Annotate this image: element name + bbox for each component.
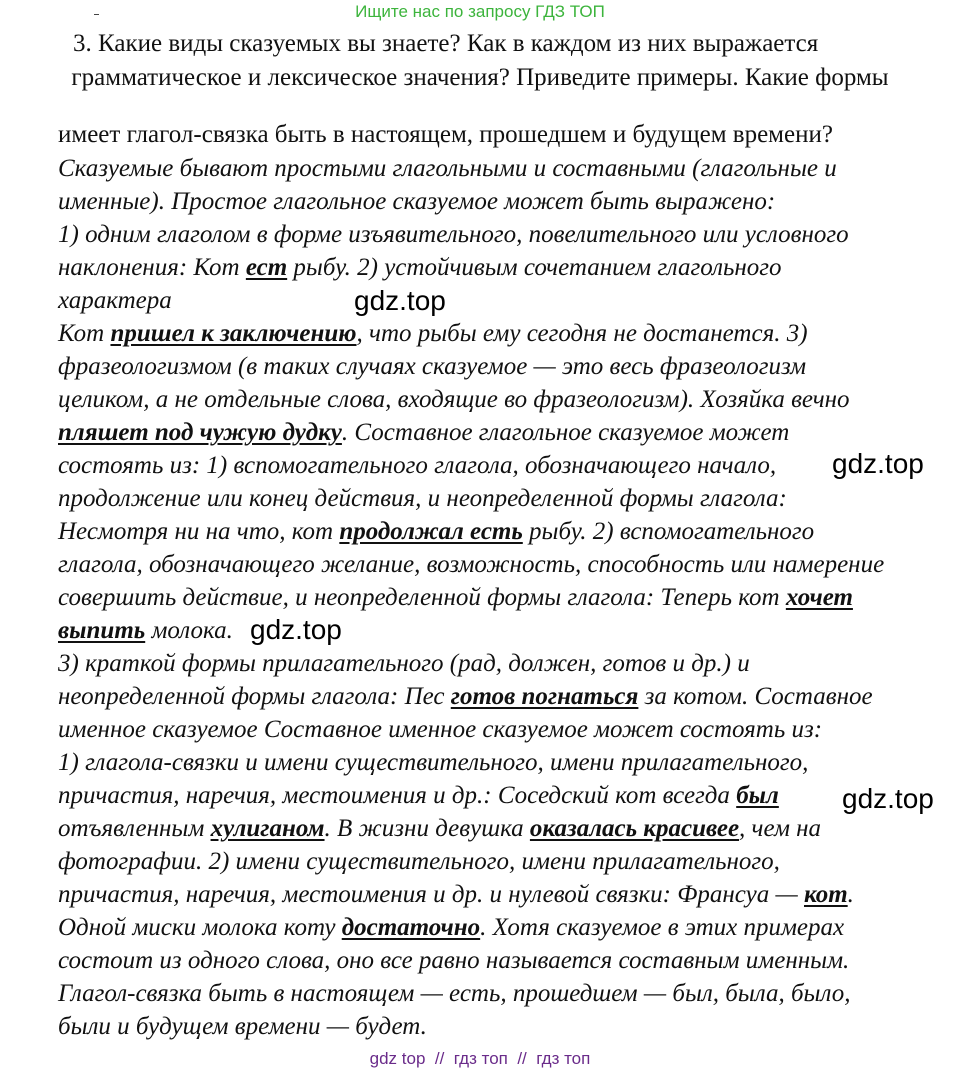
text: Одной миски молока коту xyxy=(58,914,342,941)
text: , что рыбы ему сегодня не достанется. 3) xyxy=(356,320,808,347)
watermark: gdz.top xyxy=(250,614,342,645)
predicate-example: продолжал есть xyxy=(339,518,523,545)
text: молока. xyxy=(145,617,233,644)
text: . Составное глагольное сказуемое может xyxy=(341,419,790,446)
top-banner: Ищите нас по запросу ГДЗ ТОП xyxy=(355,2,605,21)
answer-line: глагола, обозначающего желание, возможность, способность или намерение xyxy=(58,551,885,578)
text: причастия, наречия, местоимения и др. и нулевой связки: Франсуа — xyxy=(58,881,804,908)
watermark: gdz.top xyxy=(354,285,446,316)
answer-line xyxy=(58,812,821,845)
answer-line: состоять из: 1) вспомогательного глагола, обозначающего начало, xyxy=(58,452,777,479)
text: . В жизни девушка xyxy=(324,815,530,842)
predicate-example: кот xyxy=(804,881,848,908)
answer-line xyxy=(58,515,814,548)
answer-line xyxy=(58,614,233,647)
text: совершить действие, и неопределенной формы глагола: Теперь кот xyxy=(58,584,786,611)
watermark: gdz.top xyxy=(842,783,934,814)
answer-line xyxy=(58,251,782,284)
answer-line: целиком, а не отдельные слова, входящие во фразеологизм). Хозяйка вечно xyxy=(58,386,850,413)
text: рыбу. 2) вспомогательного xyxy=(522,518,815,545)
answer-line xyxy=(58,581,853,614)
predicate-example: готов погнаться xyxy=(450,683,639,710)
text: рыбу. 2) устойчивым сочетанием глагольного xyxy=(287,254,782,281)
text: Кот xyxy=(58,320,111,347)
answer-line: 1) глагола-связки и имени существительного, имени прилагательного, xyxy=(58,749,809,776)
answer-line: 3) краткой формы прилагательного (рад, должен, готов и др.) и xyxy=(58,650,750,677)
answer-line: состоит из одного слова, оно все равно называется составным именным. xyxy=(58,947,850,974)
text: наклонения: Кот xyxy=(58,254,246,281)
answer-line: 1) одним глаголом в форме изъявительного, повелительного или условного xyxy=(58,221,849,248)
question-line-2: грамматическое и лексическое значения? Приведите примеры. Какие формы xyxy=(71,64,889,91)
answer-line xyxy=(58,779,779,812)
question-line-1: 3. Какие виды сказуемых вы знаете? Как в каждом из них выражается xyxy=(73,30,819,57)
answer-line: именные). Простое глагольное сказуемое может быть выражено: xyxy=(58,188,776,215)
answer-line: Сказуемые бывают простыми глагольными и составными (глагольные и xyxy=(58,155,837,182)
answer-line: именное сказуемое Составное именное сказуемое может состоять из: xyxy=(58,716,823,743)
predicate-example: достаточно xyxy=(341,914,481,941)
text: Несмотря ни на что, кот xyxy=(58,518,340,545)
footer: gdz top // гдз топ // гдз топ xyxy=(369,1049,591,1068)
answer-line: Глагол-связка быть в настоящем — есть, прошедшем — был, была, было, xyxy=(58,980,851,1007)
text: . xyxy=(847,881,854,908)
text: , чем на xyxy=(739,815,822,842)
predicate-example: пляшет под чужую дудку xyxy=(58,419,342,446)
answer-line xyxy=(58,911,844,944)
text: причастия, наречия, местоимения и др.: Соседский кот всегда xyxy=(58,782,737,809)
answer-line: фотографии. 2) имени существительного, имени прилагательного, xyxy=(58,848,780,875)
answer-line xyxy=(58,317,808,350)
text: отъявленным xyxy=(58,815,211,842)
answer-line: характера xyxy=(58,287,172,314)
answer-line: были и будущем времени — будет. xyxy=(58,1013,427,1040)
text: неопределенной формы глагола: Пес xyxy=(58,683,451,710)
predicate-example: хочет xyxy=(785,584,853,611)
watermark: gdz.top xyxy=(832,448,924,479)
answer-line: продолжение или конец действия, и неопределенной формы глагола: xyxy=(58,485,787,512)
predicate-example: хулиганом xyxy=(210,815,325,842)
predicate-example: выпить xyxy=(58,617,146,644)
answer-line xyxy=(58,878,854,911)
divider xyxy=(94,14,99,15)
predicate-example: ест xyxy=(245,254,288,281)
question-line-3: имеет глагол-связка быть в настоящем, прошедшем и будущем времени? xyxy=(58,121,833,148)
answer-line xyxy=(58,416,789,449)
answer-line xyxy=(58,680,873,713)
answer-line: фразеологизмом (в таких случаях сказуемое — это весь фразеологизм xyxy=(58,353,807,380)
text: . Хотя сказуемое в этих примерах xyxy=(480,914,845,941)
predicate-example: оказалась красивее xyxy=(529,815,740,842)
predicate-example: пришел к заключению xyxy=(110,320,357,347)
predicate-example: был xyxy=(736,782,779,809)
text: за котом. Составное xyxy=(638,683,873,710)
